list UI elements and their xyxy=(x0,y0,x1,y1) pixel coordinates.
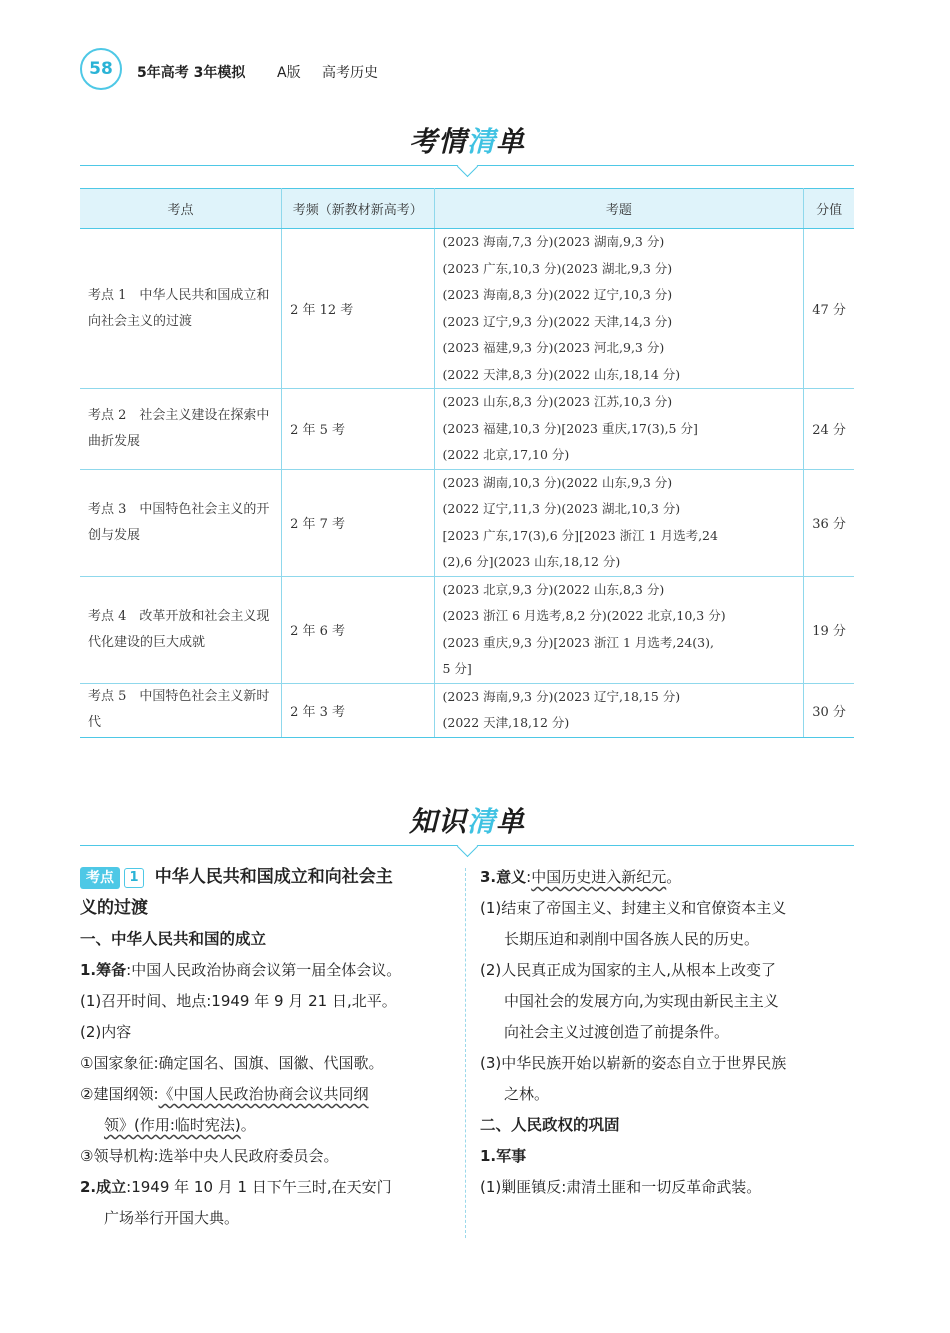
exam-score: 30 分 xyxy=(804,683,854,737)
text-line: (1)剿匪镇反:肃清土匪和一切反革命武装。 xyxy=(480,1178,762,1196)
column-header: 考点 xyxy=(80,189,282,229)
edition-label: A版 xyxy=(277,65,301,81)
exam-score: 24 分 xyxy=(804,389,854,470)
exam-questions: (2023 湖南,10,3 分)(2022 山东,9,3 分) (2022 辽宁,11,3 分)(2023 湖北,10,3 分) [2023 广东,17(3),6 分][2023 浙江 1 月选考,24 (2),6 分](2023 山东,18,12 分) xyxy=(434,469,804,576)
column-header: 考题 xyxy=(434,189,804,229)
left-column xyxy=(80,862,460,1234)
text-line: (3)中华民族开始以崭新的姿态自立于世界民族 xyxy=(480,1054,787,1072)
exam-frequency: 2 年 5 考 xyxy=(282,389,434,470)
exam-point: 考点 3 中国特色社会主义的开创与发展 xyxy=(80,469,282,576)
exam-section-banner xyxy=(80,120,854,164)
text-line: ①国家象征:确定国名、国旗、国徽、代国歌。 xyxy=(80,1054,384,1072)
text-line: 之林。 xyxy=(504,1085,550,1103)
text-line: 2.成立:1949 年 10 月 1 日下午三时,在天安门 xyxy=(80,1178,392,1196)
table-header-row xyxy=(80,189,854,229)
table-row xyxy=(80,469,854,576)
subject-label: 高考历史 xyxy=(322,65,378,81)
book-title: 5年高考 3年模拟 xyxy=(137,65,246,81)
exam-score: 19 分 xyxy=(804,576,854,683)
exam-point: 考点 2 社会主义建设在探索中曲折发展 xyxy=(80,389,282,470)
knowledge-section-banner xyxy=(80,800,854,844)
table-row xyxy=(80,389,854,470)
exam-score: 47 分 xyxy=(804,229,854,389)
text-line: ③领导机构:选举中央人民政府委员会。 xyxy=(80,1147,339,1165)
exam-point: 考点 5 中国特色社会主义新时代 xyxy=(80,683,282,737)
exam-frequency: 2 年 12 考 xyxy=(282,229,434,389)
text-line: ②建国纲领:《中国人民政治协商会议共同纲 xyxy=(80,1085,369,1103)
page-number: 58 xyxy=(80,48,122,90)
column-header: 考频（新教材新高考） xyxy=(282,189,434,229)
table-row xyxy=(80,683,854,737)
exam-point: 考点 4 改革开放和社会主义现代化建设的巨大成就 xyxy=(80,576,282,683)
knowledge-section-title: 知识清单 xyxy=(408,805,526,838)
topic-tag: 考点 xyxy=(80,867,120,889)
topic-heading-cont: 义的过渡 xyxy=(80,898,148,918)
section-heading: 二、人民政权的巩固 xyxy=(480,1116,620,1134)
right-column xyxy=(480,862,856,1203)
exam-section-title: 考情清单 xyxy=(408,125,526,158)
text-line: 广场举行开国大典。 xyxy=(104,1209,240,1227)
exam-table xyxy=(80,188,854,738)
table-row xyxy=(80,229,854,389)
text-line: 3.意义:中国历史进入新纪元。 xyxy=(480,868,682,886)
exam-score: 36 分 xyxy=(804,469,854,576)
topic-number: 1 xyxy=(124,868,144,888)
column-header: 分值 xyxy=(804,189,854,229)
text-line: (1)召开时间、地点:1949 年 9 月 21 日,北平。 xyxy=(80,992,397,1010)
text-line: (1)结束了帝国主义、封建主义和官僚资本主义 xyxy=(480,899,787,917)
exam-frequency: 2 年 6 考 xyxy=(282,576,434,683)
text-line: 向社会主义过渡创造了前提条件。 xyxy=(504,1023,730,1041)
topic-heading: 考点 1 中华人民共和国成立和向社会主 xyxy=(80,862,460,893)
exam-questions: (2023 山东,8,3 分)(2023 江苏,10,3 分) (2023 福建,10,3 分)[2023 重庆,17(3),5 分] (2022 北京,17,10 分) xyxy=(434,389,804,470)
text-line: 1.筹备:中国人民政治协商会议第一届全体会议。 xyxy=(80,961,402,979)
text-line: (2)内容 xyxy=(80,1023,132,1041)
column-divider xyxy=(465,868,466,1238)
exam-point: 考点 1 中华人民共和国成立和向社会主义的过渡 xyxy=(80,229,282,389)
exam-frequency: 2 年 3 考 xyxy=(282,683,434,737)
text-line: 领》(作用:临时宪法)。 xyxy=(104,1116,256,1134)
text-line: 1.军事 xyxy=(480,1147,527,1165)
exam-questions: (2023 海南,7,3 分)(2023 湖南,9,3 分) (2023 广东,10,3 分)(2023 湖北,9,3 分) (2023 海南,8,3 分)(2022 辽宁,10,3 分) (2023 辽宁,9,3 分)(2022 天津,14,3 分) (2023 福建,9,3 分)(2023 河北,9,3 分) (2022 天津,8,3 分)(2022 山东,18,14 分) xyxy=(434,229,804,389)
exam-questions: (2023 海南,9,3 分)(2023 辽宁,18,15 分) (2022 天津,18,12 分) xyxy=(434,683,804,737)
section-heading: 一、中华人民共和国的成立 xyxy=(80,930,267,948)
text-line: 中国社会的发展方向,为实现由新民主主义 xyxy=(504,992,779,1010)
table-row xyxy=(80,576,854,683)
text-line: (2)人民真正成为国家的主人,从根本上改变了 xyxy=(480,961,777,979)
text-line: 长期压迫和剥削中国各族人民的历史。 xyxy=(504,930,760,948)
exam-questions: (2023 北京,9,3 分)(2022 山东,8,3 分) (2023 浙江 6 月选考,8,2 分)(2022 北京,10,3 分) (2023 重庆,9,3 分)[2023 浙江 1 月选考,24(3), 5 分] xyxy=(434,576,804,683)
exam-frequency: 2 年 7 考 xyxy=(282,469,434,576)
